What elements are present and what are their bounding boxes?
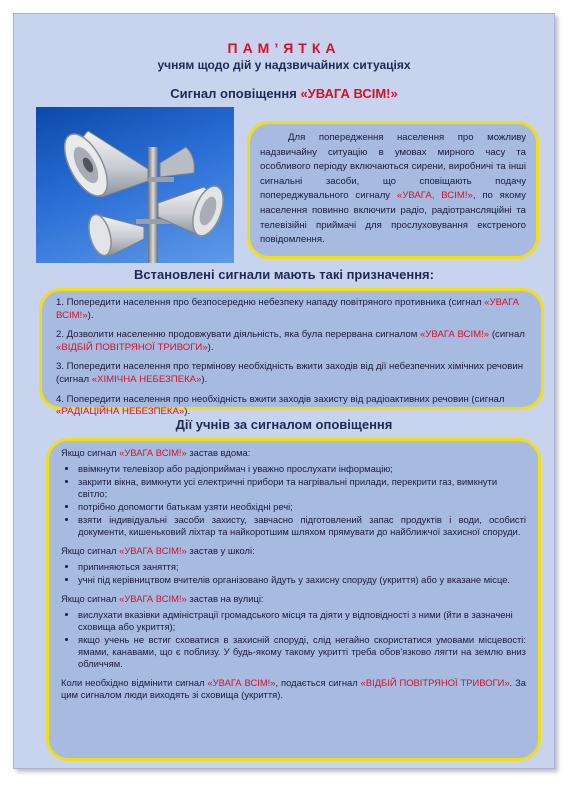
purpose-item-3-end: ). <box>201 373 208 385</box>
street-intro-signal: «УВАГА ВСІМ!» <box>119 593 187 604</box>
signal-heading-prefix: Сигнал оповіщення <box>170 86 301 101</box>
purpose-item-1-text: 1. Попередити населення про безпосередню небезпеку нападу повітряного противника (сигнал <box>56 297 485 308</box>
purpose-item-3-signal: «ХІМІЧНА НЕБЕЗПЕКА» <box>91 373 202 385</box>
street-actions-list <box>61 609 526 670</box>
purposes-box <box>39 288 544 418</box>
purpose-item-2 <box>56 329 527 354</box>
list-item: • ввімкнути телевізор або радіоприймач і уважно прослухати інформацію; <box>78 463 526 475</box>
list-item: • взяти індивідуальні засоби захисту, завчасно підготовлений запас продуктів і води, особисті документи, кишеньковий ліхтар та найкоротшим шляхом прямувати до найближчої захисної споруди. <box>78 514 526 538</box>
home-intro <box>61 447 526 459</box>
siren-photo <box>36 107 234 263</box>
purpose-item-3 <box>56 361 527 386</box>
purpose-item-2-mid: (сигнал <box>489 329 525 341</box>
street-intro <box>61 593 526 605</box>
signal-heading <box>14 86 554 101</box>
home-intro-prefix: Якщо сигнал <box>61 447 120 458</box>
purpose-item-1-signal: «УВАГА ВСІМ!» <box>56 297 520 321</box>
school-intro-prefix: Якщо сигнал <box>61 545 120 556</box>
purpose-item-2-text: 2. Дозволити населенню продовжувати діяльність, яка була перервана сигналом <box>56 329 420 341</box>
all-clear-signal-2: «ВІДБІЙ ПОВІТРЯНОЇ ТРИВОГИ» <box>360 677 510 688</box>
school-intro-suffix: застав у школі: <box>186 545 255 556</box>
signal-intro-highlight: «УВАГА, ВСІМ!» <box>396 190 473 202</box>
home-intro-suffix: застав вдома: <box>186 447 251 458</box>
school-intro <box>61 545 526 557</box>
all-clear-note <box>61 677 526 701</box>
purpose-item-1-end: ). <box>87 309 94 321</box>
list-item: • потрібно допомогти батькам узяти необхідні речі; <box>78 501 526 513</box>
list-item: • вислухати вказівки адміністрації громадського місця та діяти у відповідності з ними (йти в зазначені сховища або укриття); <box>78 609 526 633</box>
actions-heading: Дії учнів за сигналом оповіщення <box>175 417 393 432</box>
signal-intro-text-end: , по якому населення повинно включити радіо, радіотрансляційні та телевізійні приймачі для прослуховування екстреного повідомлення. <box>260 190 526 246</box>
page-subtitle: учням щодо дій у надзвичайних ситуаціях <box>157 58 411 72</box>
purpose-item-2-signal2: «ВІДБІЙ ПОВІТРЯНОЇ ТРИВОГИ» <box>56 341 208 353</box>
purpose-item-4-end: ). <box>184 406 191 418</box>
signal-intro-text: Для попередження населення про можливу надзвичайну ситуацію в умовах мирного часу та особливого періоду включаються сирени, виробничі та інші сигнальні засоби, що сповіщають подачу попереджувального сигналу <box>260 132 526 202</box>
purpose-item-2-end: ). <box>207 341 214 353</box>
signal-heading-highlight: «УВАГА ВСІМ!» <box>300 86 398 101</box>
purpose-item-2-signal: «УВАГА ВСІМ!» <box>419 329 490 341</box>
all-clear-mid: , подається сигнал <box>275 677 361 688</box>
purpose-item-4-text: 4. Попередити населення про необхідність вжити заходів захисту від радіоактивних речовин (сигнал <box>56 393 505 405</box>
list-item: • закрити вікна, вимкнути усі електричні прибори та нагрівальні прилади, перекрити газ, вимкнути світло; <box>78 476 526 500</box>
purposes-heading: Встановлені сигнали мають такі призначення: <box>134 267 434 282</box>
signal-intro-box <box>247 121 539 259</box>
list-item: • учні під керівництвом вчителів організовано йдуть у захисну споруду (укриття) або у вказане місце. <box>78 574 526 586</box>
list-item: • припиняються заняття; <box>78 561 526 573</box>
page-title: ПАМ’ЯТКА <box>227 40 341 56</box>
memo-sheet <box>13 13 555 769</box>
purpose-item-3-text: 3. Попередити населення про термінову необхідність вжити заходів від дії небезпечних хімічних речовин (сигнал <box>56 361 524 385</box>
street-intro-prefix: Якщо сигнал <box>61 593 120 604</box>
school-actions-list <box>61 561 526 586</box>
home-intro-signal: «УВАГА ВСІМ!» <box>119 447 187 458</box>
list-item: • якщо учень не встиг сховатися в захисній споруді, слід негайно скористатися умовами місцевості: ямами, канавами, що є поблизу. У будь-якому такому укритті треба обов'язково лягти на землю вниз обличчям. <box>78 634 526 670</box>
siren-loudspeakers-icon <box>36 107 234 263</box>
actions-box <box>46 438 541 761</box>
street-intro-suffix: застав на вулиці: <box>186 593 264 604</box>
purpose-item-4-signal: «РАДІАЦІЙНА НЕБЕЗПЕКА» <box>56 406 185 418</box>
purpose-item-4 <box>56 394 527 419</box>
purpose-item-1 <box>56 297 527 322</box>
home-actions-list <box>61 463 526 538</box>
school-intro-signal: «УВАГА ВСІМ!» <box>119 545 187 556</box>
all-clear-signal-1: «УВАГА ВСІМ!» <box>207 677 276 688</box>
all-clear-text: Коли необхідно відмінити сигнал <box>61 677 208 688</box>
all-clear-end: . За цим сигналом люди виходять зі сховища (укриття). <box>61 677 526 700</box>
